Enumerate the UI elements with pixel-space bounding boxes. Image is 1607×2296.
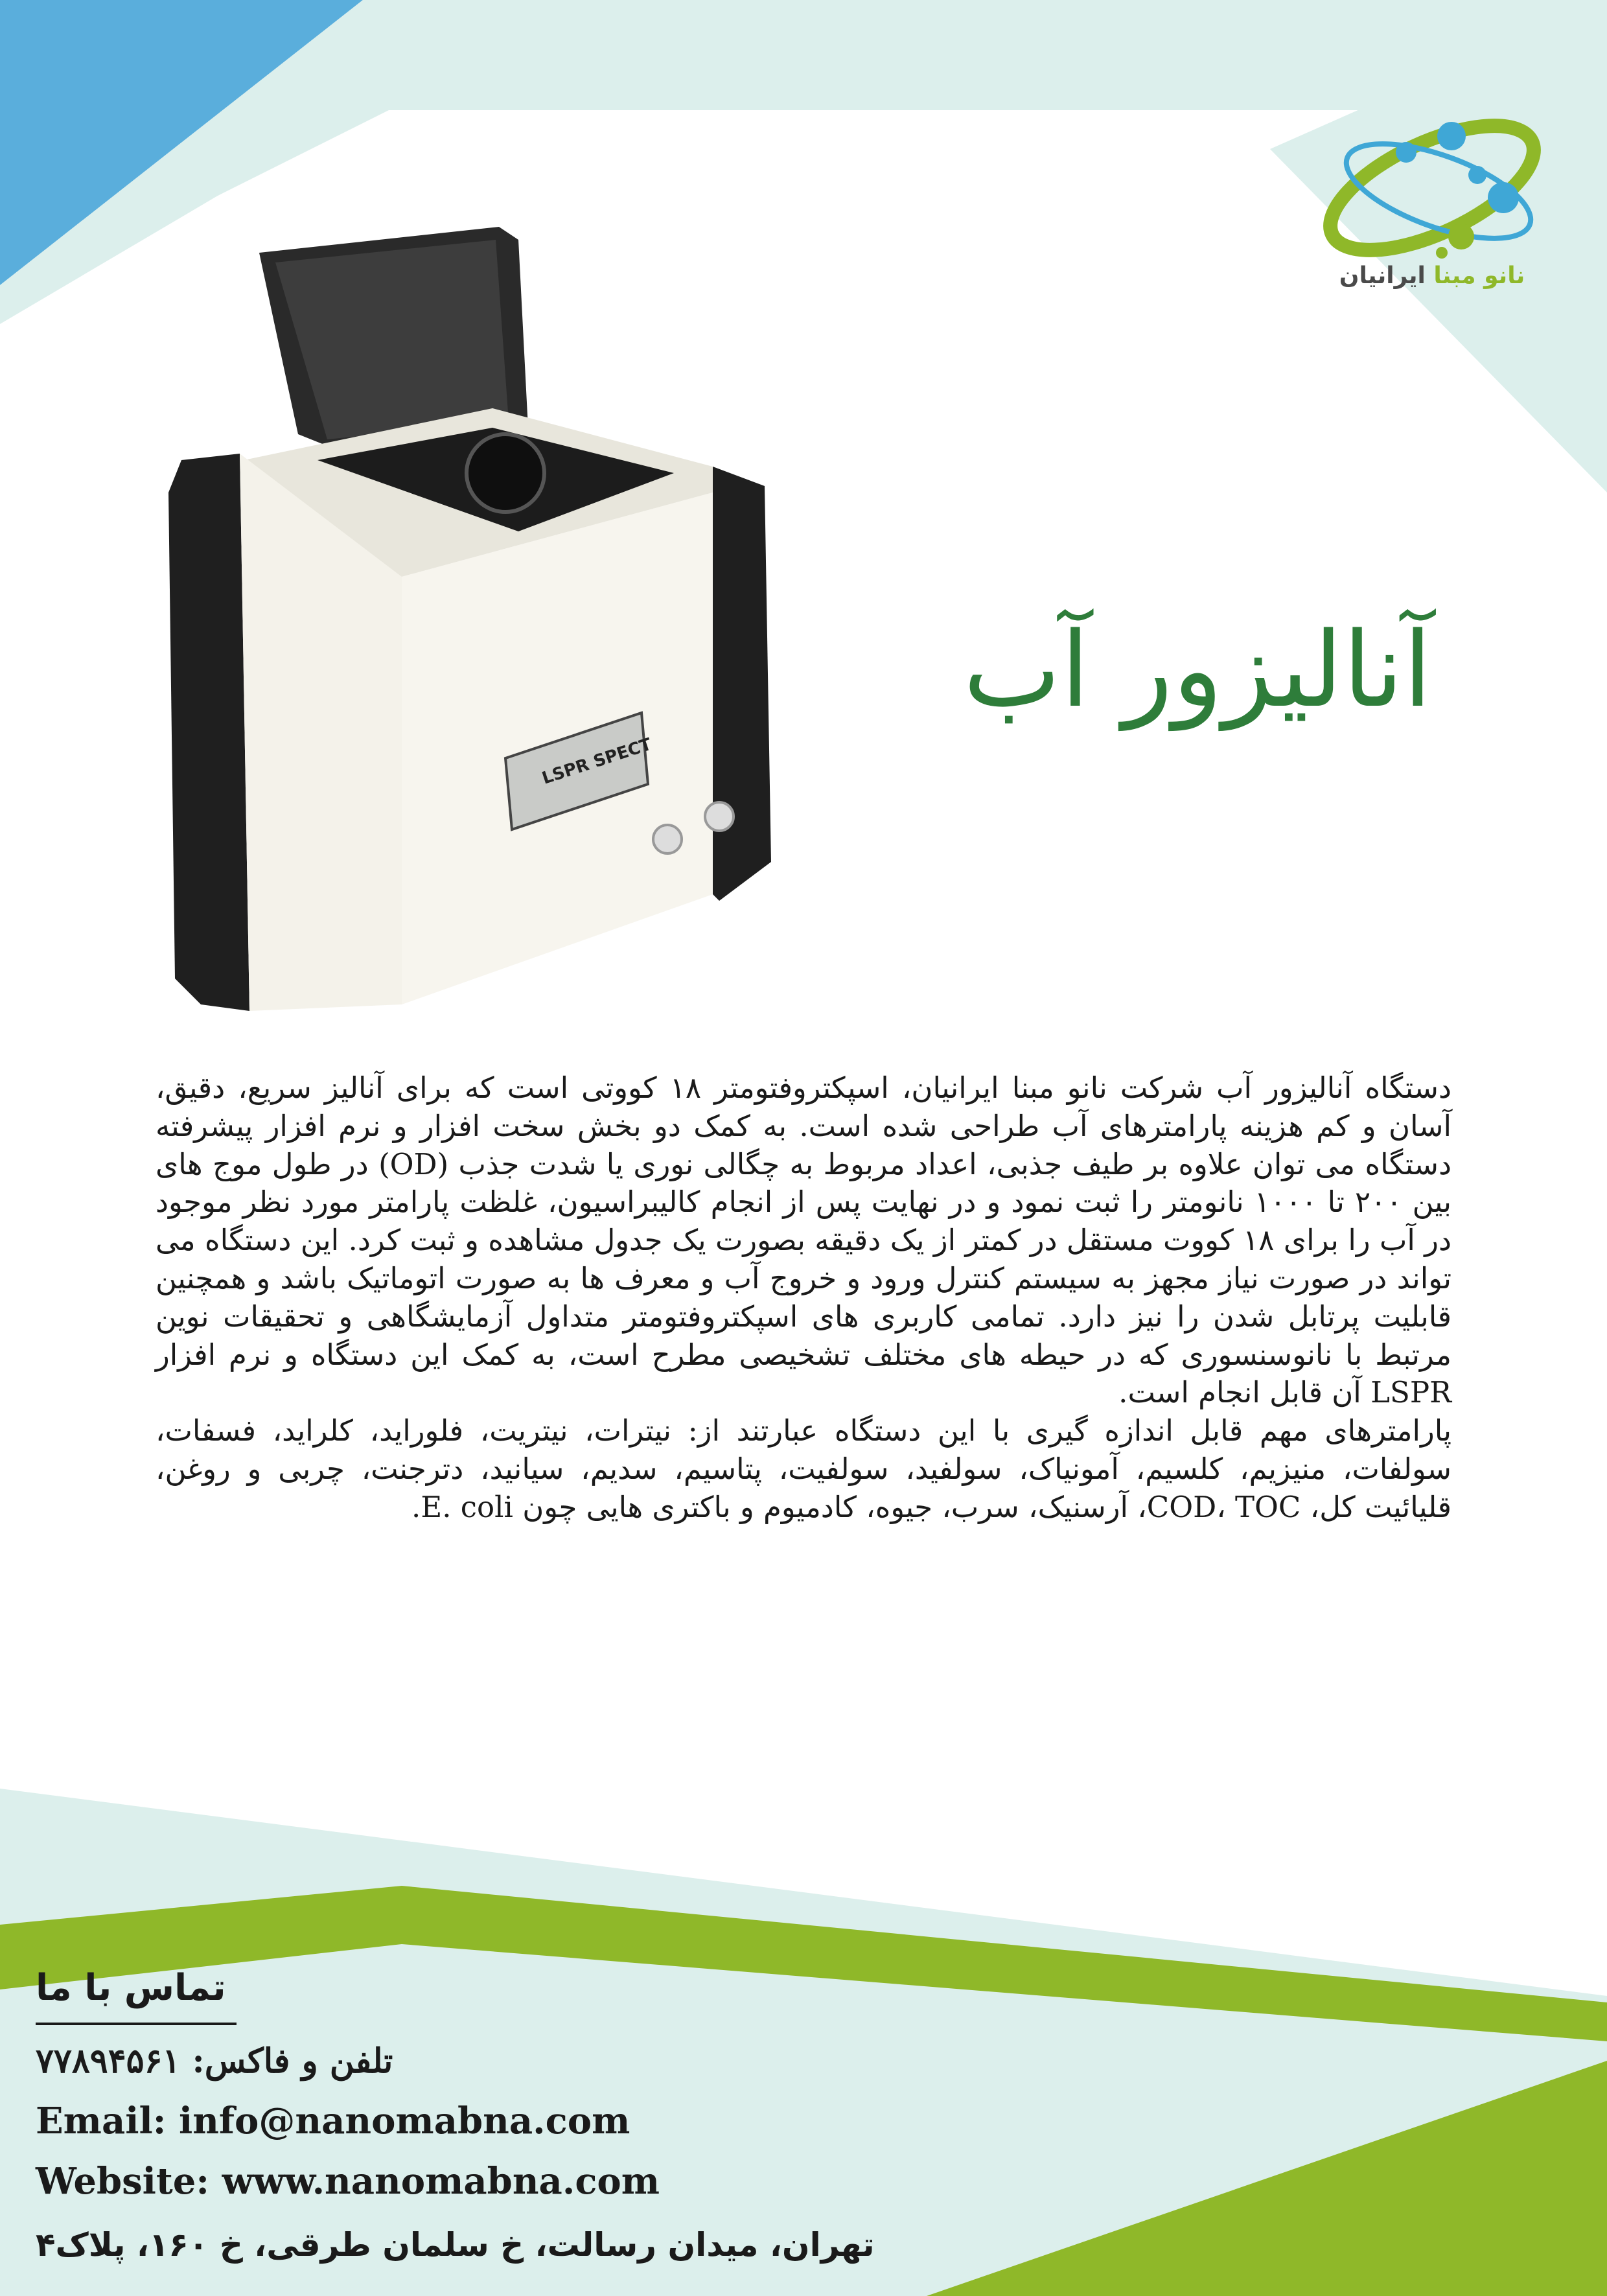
device-label: LSPR SPECT xyxy=(539,734,654,789)
water-analyzer-device-image xyxy=(156,214,907,1056)
logo-text xyxy=(1302,262,1562,289)
contact-email: Email: info@nanomabna.com xyxy=(36,2100,630,2142)
parameters-paragraph: پارامترهای مهم قابل اندازه گیری با این دستگاه عبارتند از: نیترات، نیتریت، فلوراید، کلراید، فسفات، سولفات، منیزیم، کلسیم، آمونیاک، سولفید، سولفیت، پتاسیم، سدیم، سیانید، دترجنت، چربی و روغن، قلیائیت کل، COD، TOC، آرسنیک، سرب، جیوه، کادمیوم و باکتری هایی چون E. coli. xyxy=(156,1413,1451,1524)
logo-text-country: ایرانیان xyxy=(1339,262,1426,289)
logo-text-brand: نانو مبنا xyxy=(1433,262,1525,289)
description-text xyxy=(156,1069,1451,1527)
contact-phone: تلفن و فاکس: ۷۷۸۹۴۵۶۱ xyxy=(36,2041,393,2081)
contact-title: تماس با ما xyxy=(36,1967,226,2009)
description-paragraph: دستگاه آنالیزور آب شرکت نانو مبنا ایرانیان، اسپکتروفتومتر ۱۸ کووتی است که برای آنالیز سریع، دقیق، آسان و کم هزینه پارامترهای آب طراحی شده است. به کمک دو بخش سخت افزار و نرم افزار پیشرفته دستگاه می توان علاوه بر طیف جذبی، اعداد مربوط به چگالی نوری یا شدت جذب (OD) در طول موج های بین ۲۰۰ تا ۱۰۰۰ نانومتر را ثبت نمود و در نهایت پس از انجام کالیبراسیون، غلظت پارامتر مورد نظر موجود در آب را برای ۱۸ کووت مستقل در کمتر از یک دقیقه بصورت یک جدول مشاهده و ثبت کرد. این دستگاه می تواند در صورت نیاز مجهز به سیستم کنترل ورود و خروج آب و معرف ها به صورت اتوماتیک باشد و همچنین قابلیت پرتابل شدن را نیز دارد. تمامی کاربری های اسپکتروفتومتر متداول آزمایشگاهی و تحقیقات نوین مرتبط با نانوسنسوری که در حیطه های مختلف تشخیصی مطرح است، به کمک این دستگاه و نرم افزار LSPR آن قابل انجام است. xyxy=(156,1071,1452,1410)
contact-title-underline xyxy=(36,2023,237,2025)
page-title: آنالیزور آب xyxy=(963,609,1432,730)
contact-website: Website: www.nanomabna.com xyxy=(36,2160,660,2203)
contact-address: تهران، میدان رسالت، خ سلمان طرقی، خ ۱۶۰، پلاک۴ xyxy=(36,2226,875,2264)
